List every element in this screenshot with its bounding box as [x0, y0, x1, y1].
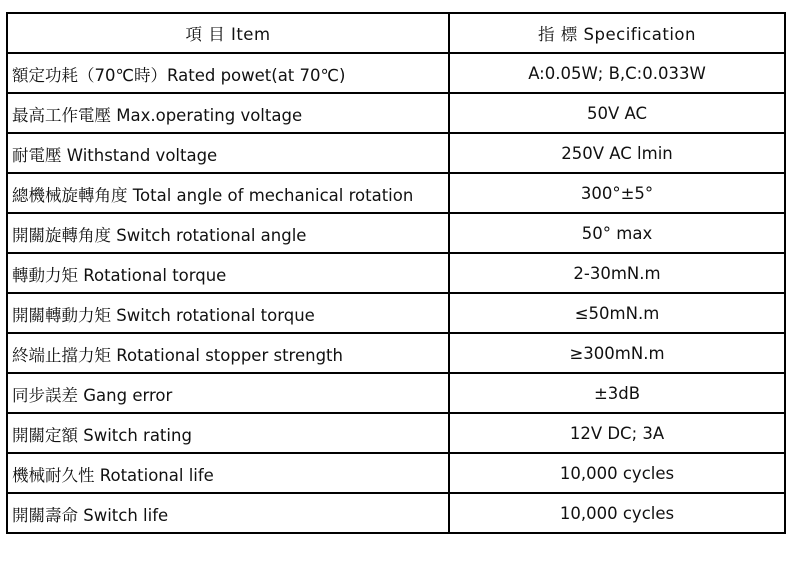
table-row — [7, 213, 785, 253]
row-spec-value: ±3dB — [449, 373, 785, 413]
header-specification: 指 標 Specification — [449, 13, 785, 53]
table-row — [7, 133, 785, 173]
row-spec-value: 12V DC; 3A — [449, 413, 785, 453]
row-item-label: 耐電壓 Withstand voltage — [7, 133, 449, 173]
row-item-label: 機械耐久性 Rotational life — [7, 453, 449, 493]
table-row — [7, 453, 785, 493]
row-item-label: 最高工作電壓 Max.operating voltage — [7, 93, 449, 133]
row-item-label: 開關壽命 Switch life — [7, 493, 449, 533]
row-spec-value: 300°±5° — [449, 173, 785, 213]
table-row — [7, 493, 785, 533]
row-item-label: 轉動力矩 Rotational torque — [7, 253, 449, 293]
row-spec-value: ≤50mN.m — [449, 293, 785, 333]
row-spec-value: 50V AC — [449, 93, 785, 133]
table-row — [7, 413, 785, 453]
row-spec-value: 10,000 cycles — [449, 493, 785, 533]
header-item: 項 目 Item — [7, 13, 449, 53]
table-header-row — [7, 13, 785, 53]
table-row — [7, 253, 785, 293]
row-spec-value: ≥300mN.m — [449, 333, 785, 373]
row-spec-value: 50° max — [449, 213, 785, 253]
row-spec-value: 10,000 cycles — [449, 453, 785, 493]
row-item-label: 開關定額 Switch rating — [7, 413, 449, 453]
row-spec-value: A:0.05W; B,C:0.033W — [449, 53, 785, 93]
row-item-label: 開關旋轉角度 Switch rotational angle — [7, 213, 449, 253]
table-row — [7, 53, 785, 93]
specification-table — [6, 12, 786, 534]
table-row — [7, 373, 785, 413]
table-row — [7, 173, 785, 213]
table-row — [7, 333, 785, 373]
row-spec-value: 2-30mN.m — [449, 253, 785, 293]
table-row — [7, 293, 785, 333]
row-spec-value: 250V AC lmin — [449, 133, 785, 173]
row-item-label: 總機械旋轉角度 Total angle of mechanical rotation — [7, 173, 449, 213]
row-item-label: 額定功耗（70℃時）Rated powet(at 70℃) — [7, 53, 449, 93]
table-row — [7, 93, 785, 133]
row-item-label: 開關轉動力矩 Switch rotational torque — [7, 293, 449, 333]
row-item-label: 終端止擋力矩 Rotational stopper strength — [7, 333, 449, 373]
row-item-label: 同步誤差 Gang error — [7, 373, 449, 413]
